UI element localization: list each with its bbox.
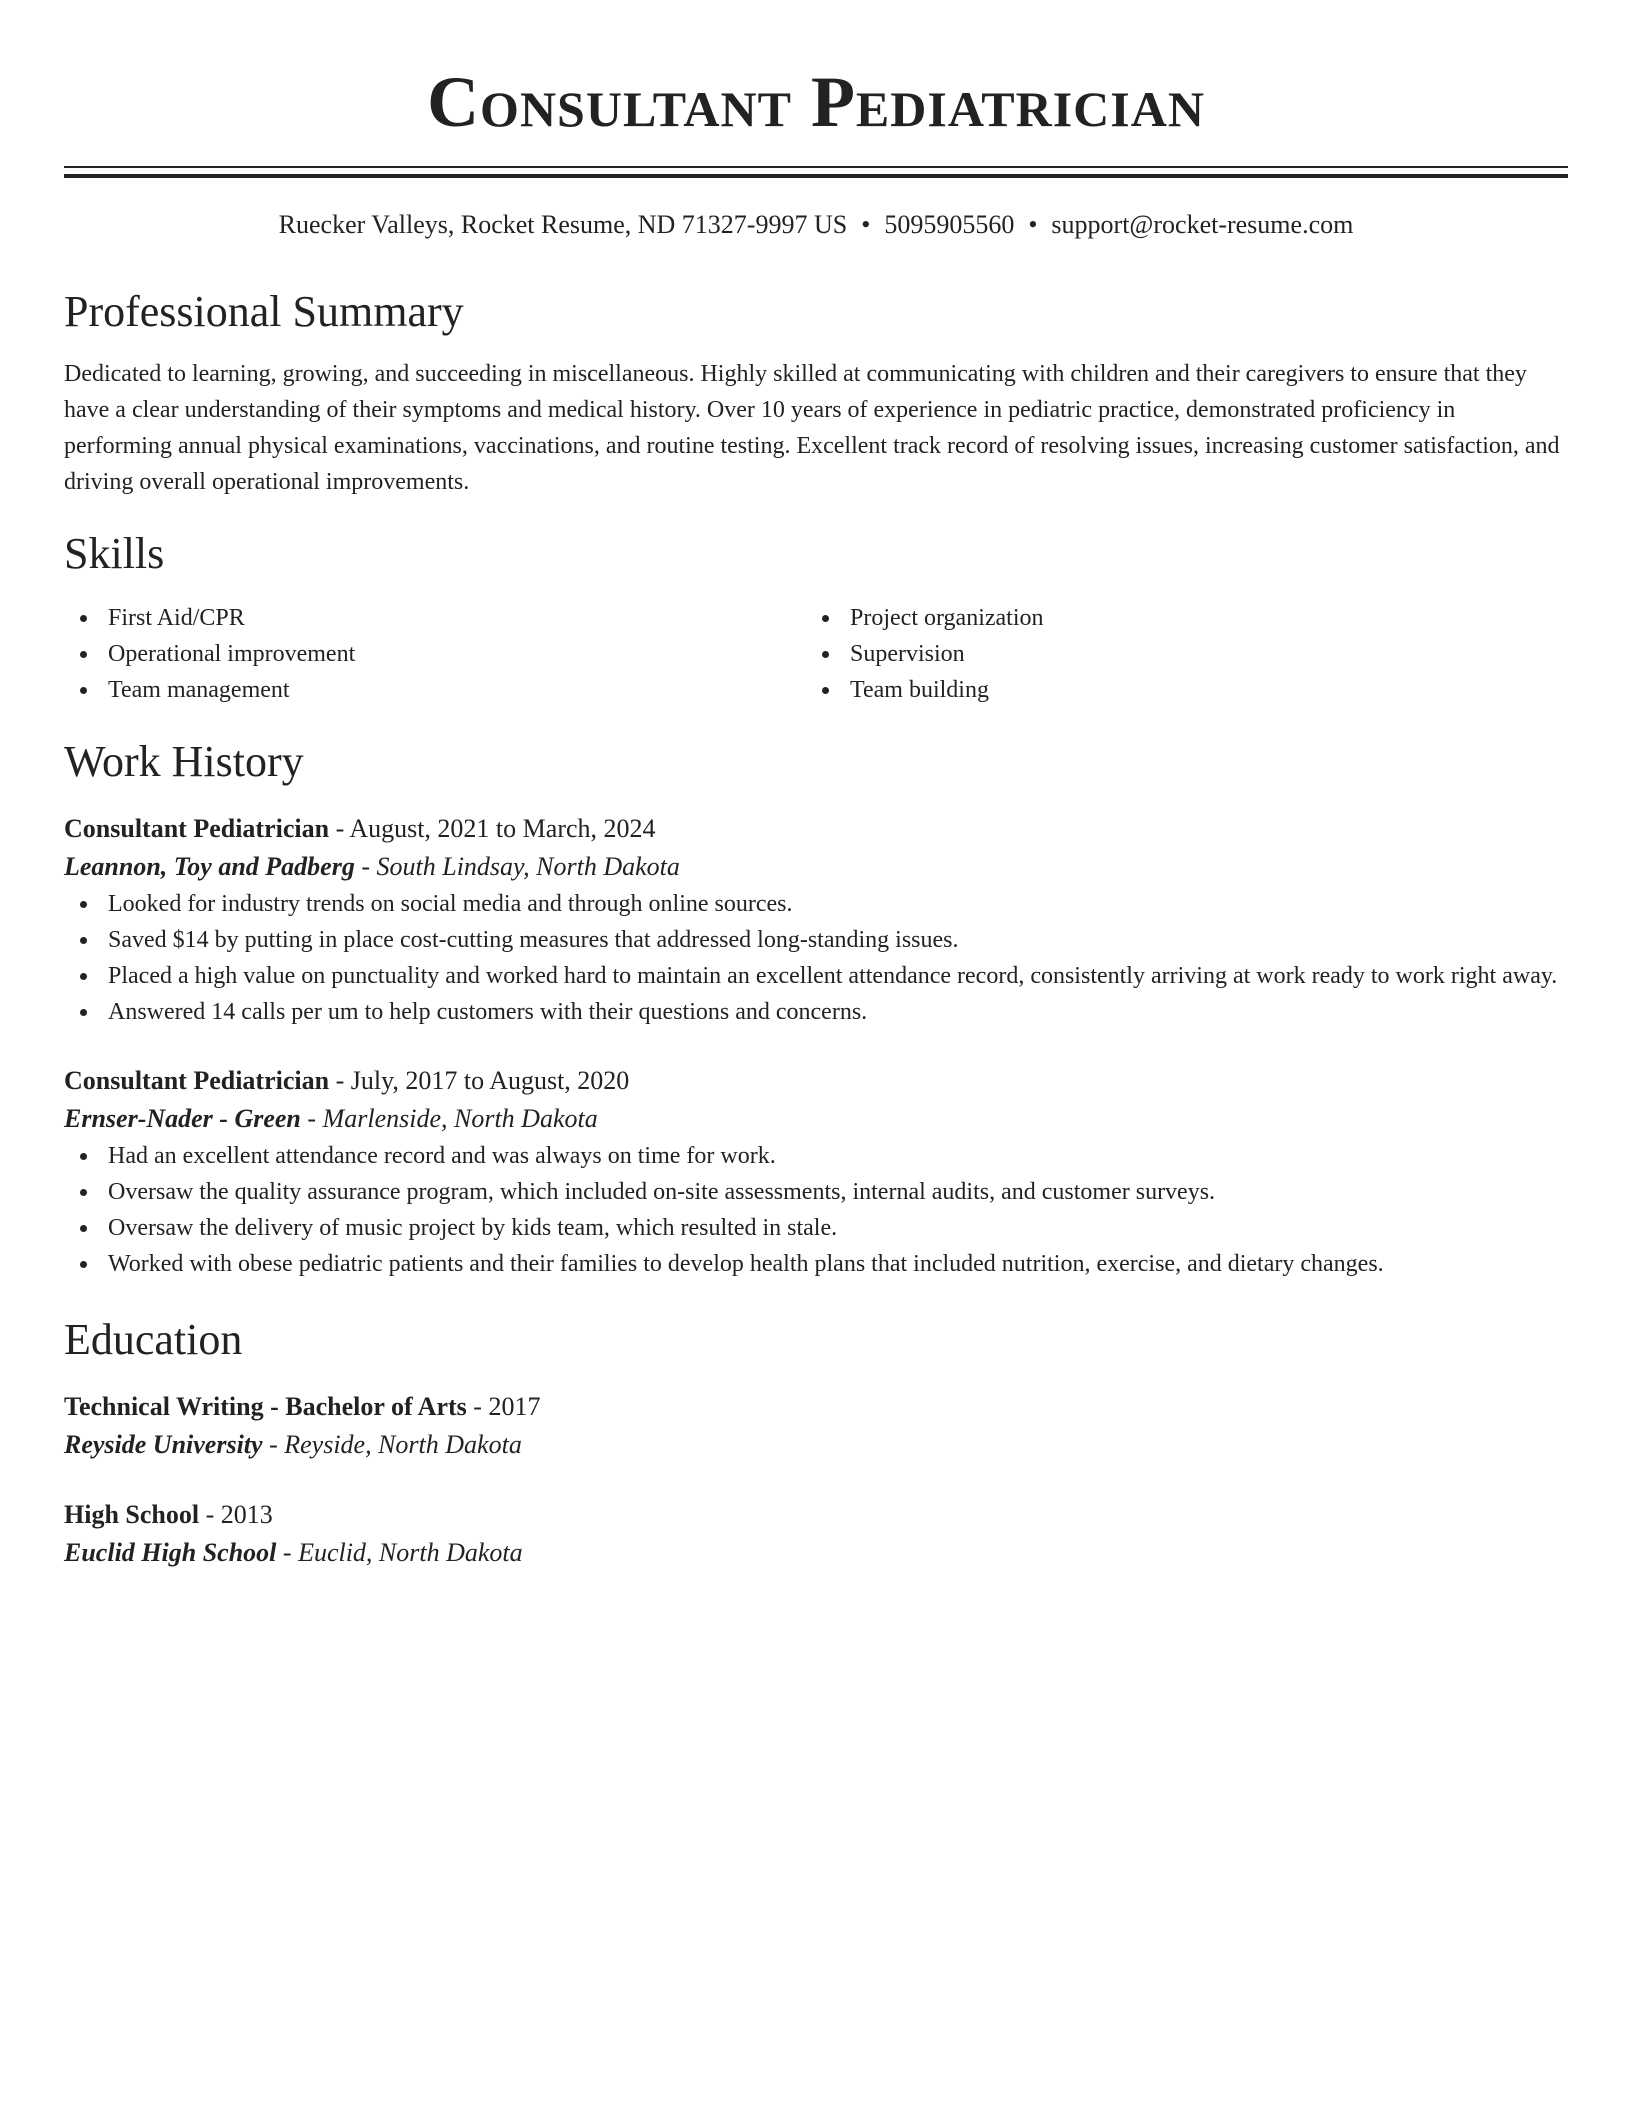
education-degree: Technical Writing - Bachelor of Arts (64, 1392, 467, 1421)
job-title-line (64, 1062, 1568, 1100)
job-duty-item: Had an excellent attendance record and was always on time for work. (64, 1138, 1568, 1174)
dash: - (300, 1104, 323, 1133)
resume-page (64, 0, 1568, 1572)
skill-item: Supervision (806, 636, 1548, 672)
contact-email: support@rocket-resume.com (1051, 210, 1354, 239)
contact-separator: • (1028, 210, 1038, 239)
job-duty-item: Looked for industry trends on social media and through online sources. (64, 886, 1568, 922)
job-duties-list (64, 886, 1568, 1030)
job-duty-item: Saved $14 by putting in place cost-cutting measures that addressed long-standing issues. (64, 922, 1568, 958)
job-duty-item: Placed a high value on punctuality and worked hard to maintain an excellent attendance record, consistently arriving at work ready to work right away. (64, 958, 1568, 994)
contact-separator: • (861, 210, 871, 239)
contact-phone: 5095905560 (884, 210, 1015, 239)
education-location: Euclid, North Dakota (298, 1538, 523, 1567)
work-entry (64, 810, 1568, 1030)
job-title-line (64, 810, 1568, 848)
dash: - (329, 814, 350, 843)
education-entry (64, 1388, 1568, 1464)
education-degree-line (64, 1496, 1568, 1534)
job-location: South Lindsay, North Dakota (376, 852, 680, 881)
section-title-skills: Skills (64, 529, 165, 578)
education-school-line (64, 1534, 1568, 1572)
education-entry (64, 1496, 1568, 1572)
education-school: Reyside University (64, 1430, 263, 1459)
section-title-education: Education (64, 1315, 243, 1364)
dash: - (329, 1066, 351, 1095)
education-location: Reyside, North Dakota (284, 1430, 522, 1459)
contact-address: Ruecker Valleys, Rocket Resume, ND 71327-9997 US (278, 210, 848, 239)
job-duty-item: Worked with obese pediatric patients and their families to develop health plans that included nutrition, exercise, and dietary changes. (64, 1246, 1568, 1282)
skill-item: First Aid/CPR (64, 600, 806, 636)
section-title-work-history: Work History (64, 737, 304, 786)
skills-list (64, 600, 1568, 708)
job-role: Consultant Pediatrician (64, 1066, 330, 1095)
contact-line (64, 208, 1568, 242)
dash: - (199, 1500, 221, 1529)
dash: - (262, 1430, 285, 1459)
skills-column-left (64, 600, 806, 708)
job-duties-list (64, 1138, 1568, 1282)
job-dates: July, 2017 to August, 2020 (350, 1066, 630, 1095)
header-divider-thin (64, 166, 1568, 168)
skill-item: Team building (806, 672, 1548, 708)
education-degree: High School (64, 1500, 200, 1529)
education-school-line (64, 1426, 1568, 1464)
skill-item: Project organization (806, 600, 1548, 636)
dash: - (354, 852, 377, 881)
education-degree-line (64, 1388, 1568, 1426)
education-year: 2017 (488, 1392, 541, 1421)
job-company: Ernser-Nader - Green (64, 1104, 301, 1133)
dash: - (276, 1538, 299, 1567)
job-company-line (64, 1100, 1568, 1138)
work-entry (64, 1062, 1568, 1282)
job-duty-item: Oversaw the quality assurance program, which included on-site assessments, internal audits, and customer surveys. (64, 1174, 1568, 1210)
education-year: 2013 (220, 1500, 273, 1529)
skill-item: Team management (64, 672, 806, 708)
job-role: Consultant Pediatrician (64, 814, 330, 843)
job-company: Leannon, Toy and Padberg (64, 852, 355, 881)
resume-name-title: Consultant Pediatrician (427, 62, 1205, 142)
dash: - (466, 1392, 489, 1421)
summary-paragraph: Dedicated to learning, growing, and succeeding in miscellaneous. Highly skilled at communicating with children and their caregivers to ensure that they have a clear understanding of their symptoms and medical history. Over 10 years of experience in pediatric practice, demonstrated proficiency in performing annual physical examinations, vaccinations, and routine testing. Excellent track record of resolving issues, increasing customer satisfaction, and driving overall operational improvements. (64, 361, 1560, 495)
header-divider-thick (64, 174, 1568, 178)
job-duty-item: Oversaw the delivery of music project by kids team, which resulted in stale. (64, 1210, 1568, 1246)
education-school: Euclid High School (64, 1538, 277, 1567)
job-duty-item: Answered 14 calls per um to help customers with their questions and concerns. (64, 994, 1568, 1030)
section-title-summary: Professional Summary (64, 287, 464, 336)
job-dates: August, 2021 to March, 2024 (349, 814, 656, 843)
skill-item: Operational improvement (64, 636, 806, 672)
job-location: Marlenside, North Dakota (322, 1104, 598, 1133)
job-company-line (64, 848, 1568, 886)
skills-column-right (806, 600, 1548, 708)
